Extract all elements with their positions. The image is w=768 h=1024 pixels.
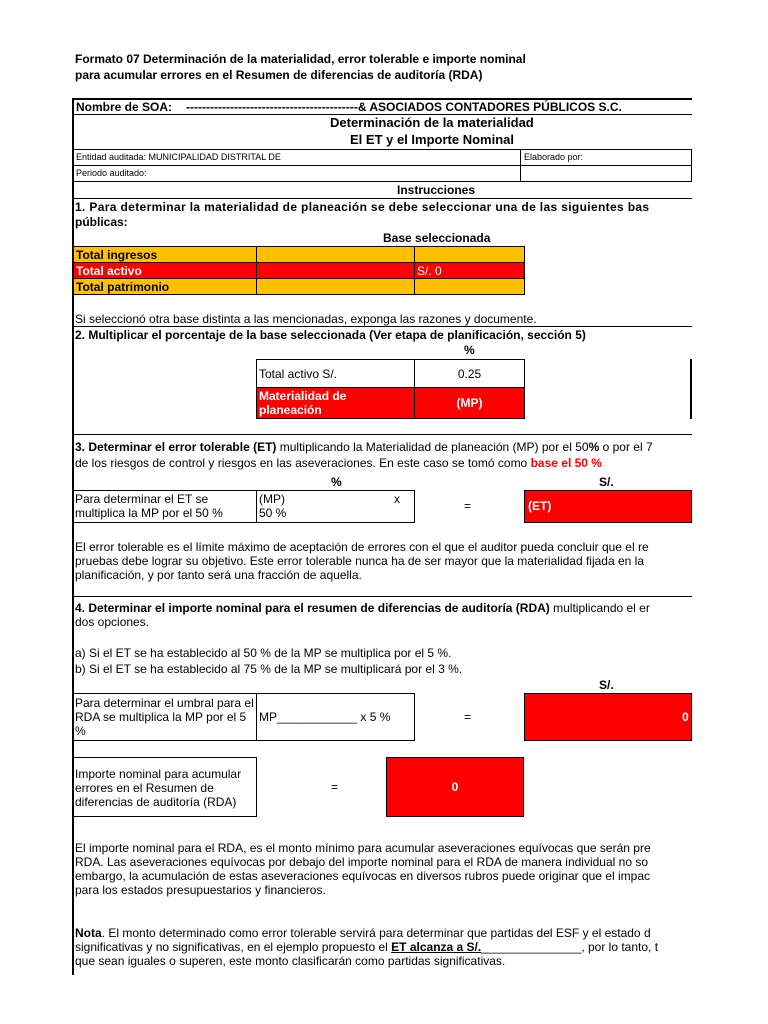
section3-text-rest: multiplicando la Materialidad de planeación (MP) por el 50 xyxy=(276,440,589,454)
section4-option-b: b) Si el ET se ha establecido al 75 % de la MP se multiplicará por el 3 %. xyxy=(75,662,463,676)
umbral-formula: MP____________ x 5 % xyxy=(259,710,391,724)
nota-line1 xyxy=(75,926,691,940)
divider xyxy=(72,596,692,597)
umbral-value-cell xyxy=(524,693,692,741)
base-label-patrimonio: Total patrimonio xyxy=(76,280,170,294)
divider xyxy=(72,198,692,199)
section1-text: 1. Para determinar la materialidad de planeación se debe seleccionar una de las siguientes bas xyxy=(75,200,650,214)
base-cell xyxy=(256,262,415,279)
nota-line2-end: , por lo tanto, t xyxy=(581,940,659,954)
periodo-label: Periodo auditado: xyxy=(76,168,147,178)
materialidad-value: (MP) xyxy=(456,396,483,410)
base-header: Base seleccionada xyxy=(383,231,491,245)
rda-para-line2: RDA. Las aseveraciones equívocas por debajo del importe nominal para el RDA de manera individual no so xyxy=(75,855,648,869)
page-subtitle: El ET y el Importe Nominal xyxy=(350,132,514,147)
importe-value: 0 xyxy=(451,780,459,794)
page-title: Determinación de la materialidad xyxy=(330,115,534,130)
importe-label: Importe nominal para acumular errores en el Resumen de diferencias de auditoría (RDA) xyxy=(75,767,242,809)
section3-line2 xyxy=(75,456,602,470)
section3-base-highlight: base el 50 % xyxy=(530,456,602,470)
section3-pct-header: % xyxy=(331,475,342,489)
nota-et-highlight: ET alcanza a S/. xyxy=(391,940,482,954)
umbral-equals: = xyxy=(464,710,472,724)
base-cell xyxy=(256,246,415,263)
rda-para-line1: El importe nominal para el RDA, es el monto mínimo para acumular aseveraciones equívocas que serán pre xyxy=(75,841,651,855)
left-border xyxy=(72,98,74,975)
umbral-value: 0 xyxy=(682,710,689,724)
soa-value: -------------------------------------------& ASOCIADOS CONTADORES PÚBLICOS S.C. xyxy=(186,100,622,114)
elaborado-value-box[interactable] xyxy=(520,165,692,182)
base-label-activo: Total activo xyxy=(76,264,142,278)
divider xyxy=(72,326,692,327)
right-edge xyxy=(690,359,692,419)
section4-text xyxy=(75,601,691,615)
section4-text-rest: multiplicando el er xyxy=(549,601,650,615)
et-times: x xyxy=(394,492,400,506)
elaborado-label: Elaborado por: xyxy=(524,152,584,162)
base-cell xyxy=(256,278,415,295)
nota-line2-text: significativas y no significativas, en el ejemplo propuesto el xyxy=(75,940,392,954)
nota-blank[interactable]: _______________ xyxy=(481,940,582,954)
base-label-ingresos: Total ingresos xyxy=(76,248,158,262)
section3-line2-text: de los riesgos de control y riesgos en las aseveraciones. En este caso se tomó como xyxy=(75,456,531,470)
et-result: (ET) xyxy=(528,499,552,513)
rda-para-line4: para los estados presupuestarios y financieros. xyxy=(75,883,326,897)
et-para-line2: pruebas debe lograr su objetivo. Este error tolerable nunca ha de ser mayor que la materialidad fijada en la xyxy=(75,554,645,568)
importe-equals: = xyxy=(331,780,339,794)
base-cell xyxy=(414,246,525,263)
total-activo-pct: 0.25 xyxy=(457,366,482,381)
nota-line3: que sean iguales o superen, este monto clasificarán como partidas significativas. xyxy=(75,954,506,968)
section1-text-cont: públicas: xyxy=(75,215,128,229)
rda-para-line3: embargo, la acumulación de estas aseveraciones equívocas en diversos rubros puede originar que el impac xyxy=(75,869,650,883)
format-title-line1: Formato 07 Determinación de la materialidad, error tolerable e importe nominal xyxy=(75,52,526,66)
et-para-line1: El error tolerable es el límite máximo de aceptación de errores con el que el auditor pueda concluir que el re xyxy=(75,540,649,554)
nota-line2 xyxy=(75,940,691,954)
section4-option-a: a) Si el ET se ha establecido al 50 % de la MP se multiplica por el 5 %. xyxy=(75,646,452,660)
section4-soles-header: S/. xyxy=(599,678,614,692)
nota-text: . El monto determinado como error tolerable servirá para determinar que partidas del ESF y el estado d xyxy=(101,926,651,940)
et-equals: = xyxy=(464,499,472,513)
section2-text: 2. Multiplicar el porcentaje de la base seleccionada (Ver etapa de planificación, sección 5) xyxy=(75,328,586,342)
base-value-activo: S/. 0 xyxy=(417,264,442,278)
section2-pct-header: % xyxy=(464,343,475,357)
section3-pct: % xyxy=(588,440,600,454)
et-label: Para determinar el ET se multiplica la MP por el 50 % xyxy=(75,492,223,520)
base-cell xyxy=(414,278,525,295)
total-activo-label: Total activo S/. xyxy=(259,367,338,381)
entidad-label: Entidad auditada: MUNICIPALIDAD DISTRITAL DE xyxy=(76,152,281,162)
section3-soles-header: S/. xyxy=(599,475,614,489)
section4-line2: dos opciones. xyxy=(75,615,150,629)
section4-heading: 4. Determinar el importe nominal para el resumen de diferencias de auditoría (RDA) xyxy=(75,601,550,615)
nota-label: Nota xyxy=(75,926,102,940)
format-title-line2: para acumular errores en el Resumen de diferencias de auditoría (RDA) xyxy=(75,68,483,82)
section3-text xyxy=(75,440,691,454)
section3-text-end: o por el 7 xyxy=(599,440,653,454)
soa-label: Nombre de SOA: xyxy=(76,100,173,114)
umbral-label: Para determinar el umbral para el RDA se multiplica la MP por el 5 % xyxy=(75,696,254,738)
divider xyxy=(72,434,692,435)
section1-note: Si seleccionó otra base distinta a las mencionadas, exponga las razones y documente. xyxy=(75,312,537,326)
materialidad-label: Materialidad de planeación xyxy=(259,389,347,417)
section3-heading: 3. Determinar el error tolerable (ET) xyxy=(75,440,277,454)
instrucciones-heading: Instrucciones xyxy=(397,183,476,197)
et-para-line3: planificación, y por tanto será una fracción de aquella. xyxy=(75,568,362,582)
et-fifty: 50 % xyxy=(259,506,287,520)
et-mp: (MP) xyxy=(259,492,285,506)
